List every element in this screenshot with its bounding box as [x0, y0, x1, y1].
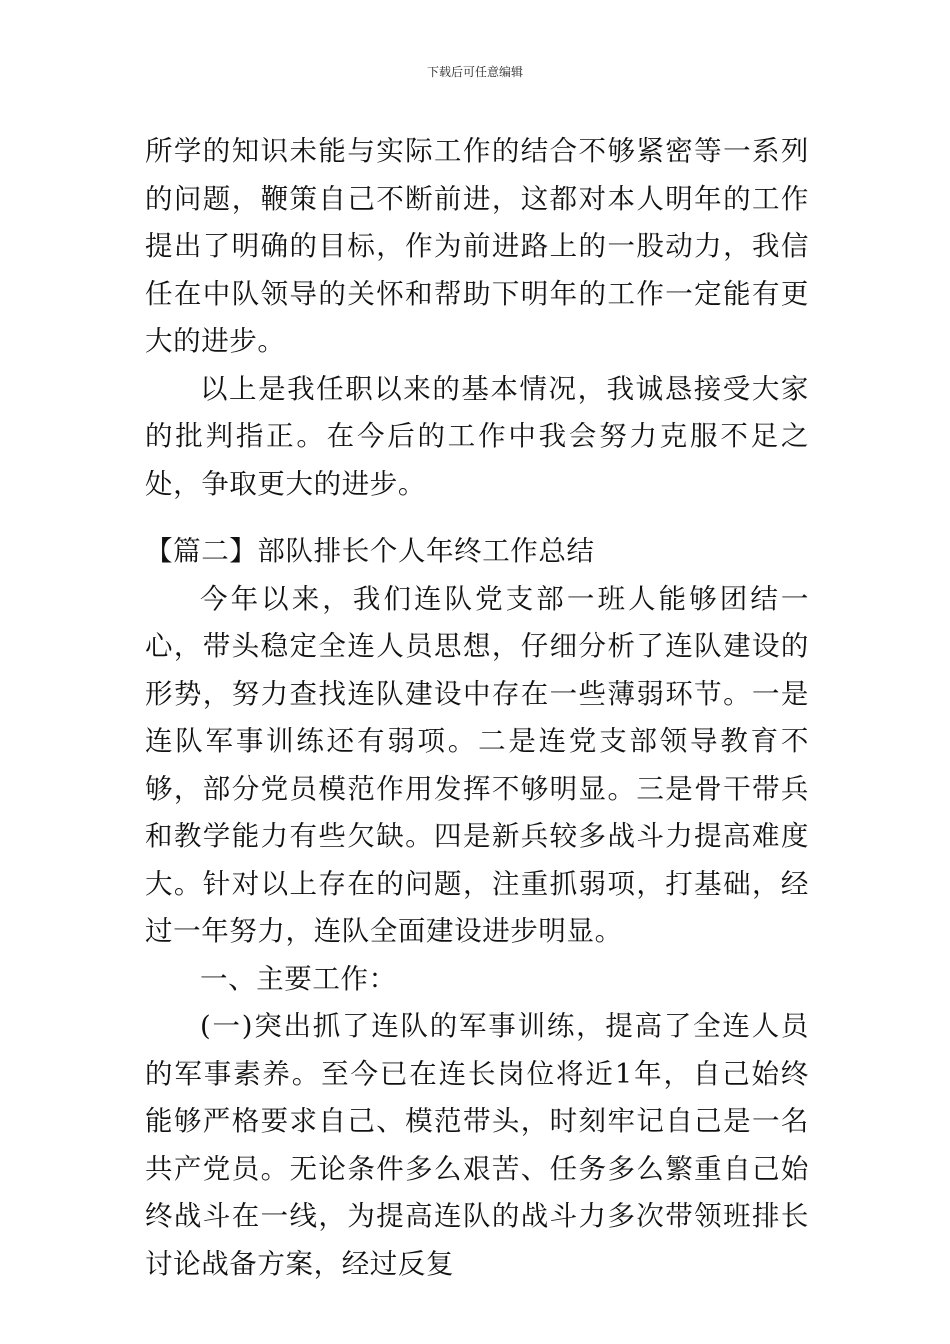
section-title: 【篇二】部队排长个人年终工作总结 [145, 535, 595, 567]
paragraph-continued: 所学的知识未能与实际工作的结合不够紧密等一系列的问题，鞭策自己不断前进，这都对本人明年的工作提出了明确的目标，作为前进路上的一股动力，我信任在中队领导的关怀和帮助下明年的工作一定能有更大的进步。 [145, 135, 809, 357]
paragraph-closing: 以上是我任职以来的基本情况，我诚恳接受大家的批判指正。在今后的工作中我会努力克服不足之处，争取更大的进步。 [145, 372, 809, 500]
section-paragraph-military-training: (一)突出抓了连队的军事训练，提高了全连人员的军事素养。至今已在连长岗位将近1年，自己始终能够严格要求自己、模范带头，时刻牢记自己是一名共产党员。无论条件多么艰苦、任务多么繁重自己始终战斗在一线，为提高连队的战斗力多次带领班排长讨论战备方案，经过反复 [145, 1010, 809, 1280]
page-header: 下载后可任意编辑 [426, 65, 523, 79]
document-body [145, 128, 809, 1288]
section-heading-main-work: 一、主要工作： [200, 962, 397, 995]
section-paragraph-intro: 今年以来，我们连队党支部一班人能够团结一心，带头稳定全连人员思想，仔细分析了连队建设的形势，努力查找连队建设中存在一些薄弱环节。一是连队军事训练还有弱项。二是连党支部领导教育不够，部分党员模范作用发挥不够明显。三是骨干带兵和教学能力有些欠缺。四是新兵较多战斗力提高难度大。针对以上存在的问题，注重抓弱项，打基础，经过一年努力，连队全面建设进步明显。 [145, 582, 809, 947]
